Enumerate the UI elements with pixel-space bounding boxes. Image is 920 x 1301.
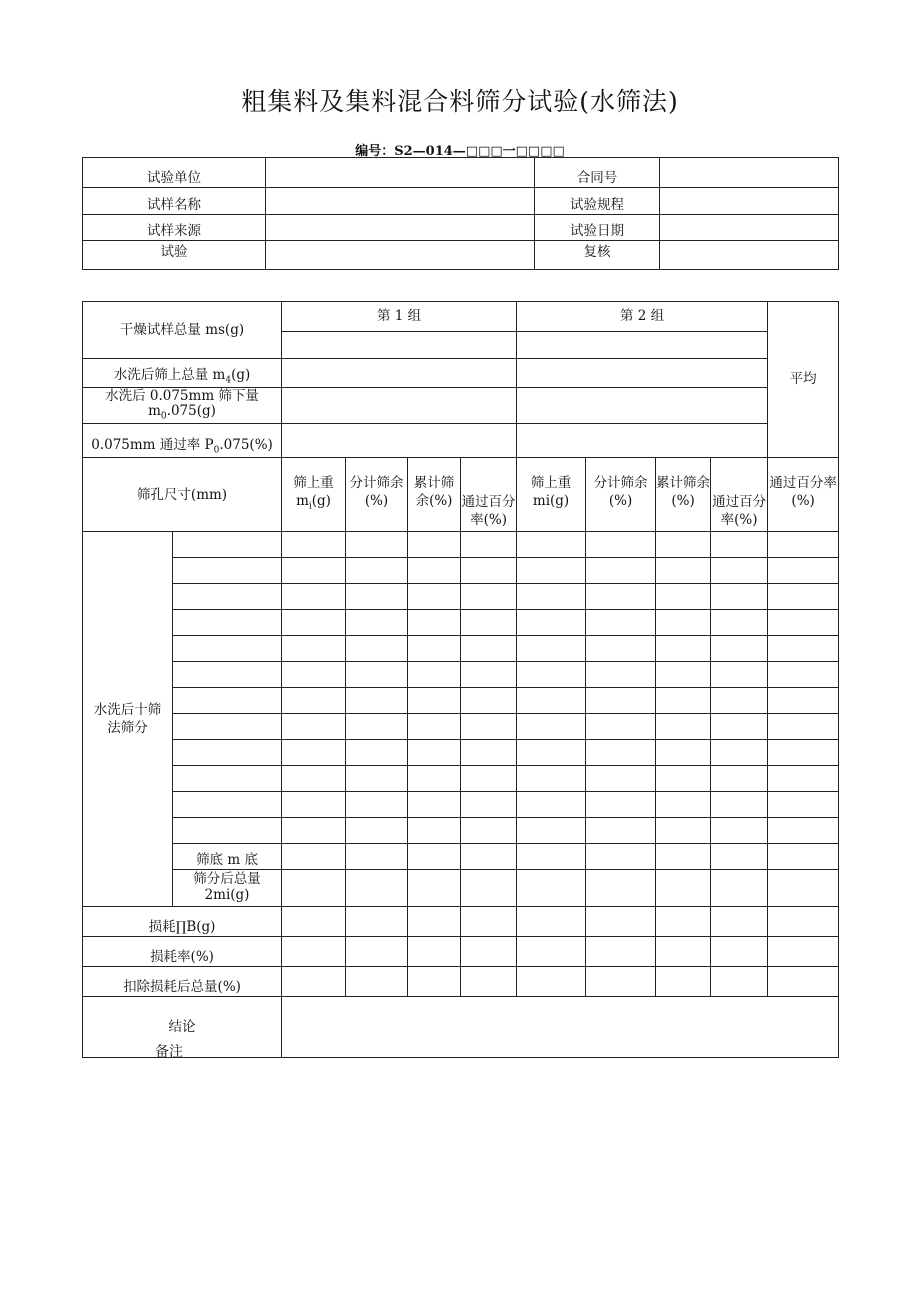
data-cell[interactable] xyxy=(586,662,656,688)
data-cell[interactable] xyxy=(408,714,461,740)
label-wash-below xyxy=(83,388,282,424)
data-cell[interactable] xyxy=(408,688,461,714)
data-cell[interactable] xyxy=(656,937,711,967)
data-cell[interactable] xyxy=(346,558,408,584)
data-cell[interactable] xyxy=(517,766,586,792)
data-cell[interactable] xyxy=(656,688,711,714)
data-cell[interactable] xyxy=(711,870,768,907)
data-cell[interactable] xyxy=(408,636,461,662)
data-cell[interactable] xyxy=(408,766,461,792)
label-sample-source: 试样来源 xyxy=(83,215,266,241)
data-cell[interactable] xyxy=(282,636,346,662)
document-title: 粗集料及集料混合料筛分试验(水筛法) xyxy=(241,87,679,116)
data-cell[interactable] xyxy=(346,907,408,937)
data-cell[interactable] xyxy=(408,818,461,844)
data-cell[interactable] xyxy=(517,688,586,714)
data-cell[interactable] xyxy=(346,688,408,714)
data-cell[interactable] xyxy=(408,937,461,967)
data-cell[interactable] xyxy=(346,714,408,740)
data-cell[interactable] xyxy=(461,636,517,662)
data-cell[interactable] xyxy=(768,558,839,584)
data-cell[interactable] xyxy=(711,967,768,997)
data-cell[interactable] xyxy=(346,662,408,688)
data-cell[interactable] xyxy=(656,636,711,662)
sieve-size-cell[interactable] xyxy=(173,714,282,740)
label-dry-total: 干燥试样总量 ms(g) xyxy=(83,302,282,359)
label-total-after-loss: 扣除损耗后总量(%) xyxy=(83,967,282,997)
data-cell[interactable] xyxy=(711,610,768,636)
g2-header-partial-retained: 分计筛余(%) xyxy=(586,458,656,532)
data-cell[interactable] xyxy=(282,907,346,937)
label-loss-rate: 损耗率(%) xyxy=(83,937,282,967)
data-cell[interactable] xyxy=(517,907,586,937)
data-cell[interactable] xyxy=(517,937,586,967)
data-cell[interactable] xyxy=(656,584,711,610)
data-cell[interactable] xyxy=(711,907,768,937)
label-test-date: 试验日期 xyxy=(535,215,660,241)
g2-wash-below[interactable] xyxy=(517,388,768,424)
data-cell[interactable] xyxy=(517,636,586,662)
sieve-size-cell[interactable] xyxy=(173,792,282,818)
data-cell[interactable] xyxy=(517,818,586,844)
g2-header-passing: 通过百分率(%) xyxy=(711,458,768,532)
data-cell[interactable] xyxy=(346,870,408,907)
data-cell[interactable] xyxy=(461,610,517,636)
g2-header-cumulative-retained: 累计筛余(%) xyxy=(656,458,711,532)
data-cell[interactable] xyxy=(768,714,839,740)
g1-header-partial-retained: 分计筛余(%) xyxy=(346,458,408,532)
label-pass-rate: 0.075mm 通过率 $P_0.075(\%)$ xyxy=(83,424,282,458)
data-cell[interactable] xyxy=(346,818,408,844)
label-sample-name: 试样名称 xyxy=(83,188,266,215)
data-cell[interactable] xyxy=(517,740,586,766)
data-cell[interactable] xyxy=(768,844,839,870)
data-cell[interactable] xyxy=(461,714,517,740)
data-cell[interactable] xyxy=(461,967,517,997)
value-test-date[interactable] xyxy=(660,215,839,241)
data-cell[interactable] xyxy=(768,610,839,636)
data-cell[interactable] xyxy=(517,967,586,997)
data-cell[interactable] xyxy=(408,907,461,937)
data-cell[interactable] xyxy=(346,740,408,766)
data-cell[interactable] xyxy=(461,688,517,714)
wash-below-line2: $m_0.075(g)$ xyxy=(148,403,216,422)
g1-wash-above[interactable] xyxy=(282,359,517,388)
sieve-size-cell[interactable] xyxy=(173,584,282,610)
sieve-size-cell[interactable] xyxy=(173,688,282,714)
data-cell[interactable] xyxy=(282,688,346,714)
data-cell[interactable] xyxy=(656,740,711,766)
data-cell[interactable] xyxy=(346,792,408,818)
data-cell[interactable] xyxy=(346,937,408,967)
data-cell[interactable] xyxy=(517,532,586,558)
data-cell[interactable] xyxy=(282,584,346,610)
data-cell[interactable] xyxy=(768,870,839,907)
data-cell[interactable] xyxy=(656,967,711,997)
data-cell[interactable] xyxy=(768,937,839,967)
data-cell[interactable] xyxy=(517,662,586,688)
remark-label: 备注 xyxy=(155,1044,183,1060)
document-code: 编号：S2—014—□□□一□□□□ xyxy=(355,144,565,159)
data-cell[interactable] xyxy=(282,967,346,997)
data-cell[interactable] xyxy=(586,636,656,662)
label-loss: 损耗∏B(g) xyxy=(83,907,282,937)
value-contract-no[interactable] xyxy=(660,158,839,188)
label-test-standard: 试验规程 xyxy=(535,188,660,215)
data-cell[interactable] xyxy=(461,844,517,870)
sieve-size-cell[interactable] xyxy=(173,662,282,688)
data-cell[interactable] xyxy=(711,937,768,967)
data-cell[interactable] xyxy=(656,714,711,740)
data-cell[interactable] xyxy=(586,766,656,792)
data-cell[interactable] xyxy=(711,662,768,688)
data-cell[interactable] xyxy=(656,662,711,688)
data-cell[interactable] xyxy=(282,766,346,792)
data-cell[interactable] xyxy=(346,584,408,610)
data-cell[interactable] xyxy=(408,967,461,997)
data-cell[interactable] xyxy=(282,558,346,584)
data-cell[interactable] xyxy=(282,870,346,907)
data-cell[interactable] xyxy=(517,870,586,907)
sieve-size-cell[interactable] xyxy=(173,818,282,844)
header-group2: 第 2 组 xyxy=(517,302,768,332)
data-cell[interactable] xyxy=(586,532,656,558)
data-cell[interactable] xyxy=(768,636,839,662)
data-cell[interactable] xyxy=(517,714,586,740)
data-cell[interactable] xyxy=(346,532,408,558)
data-cell[interactable] xyxy=(586,558,656,584)
g1-pass-rate[interactable] xyxy=(282,424,517,458)
data-cell[interactable] xyxy=(282,714,346,740)
data-cell[interactable] xyxy=(768,740,839,766)
data-cell[interactable] xyxy=(768,792,839,818)
data-cell[interactable] xyxy=(517,558,586,584)
data-cell[interactable] xyxy=(461,584,517,610)
g2-header-retained-mass: 筛上重 mi(g) xyxy=(517,458,586,532)
g1-header-cumulative-retained: 累计筛余(%) xyxy=(408,458,461,532)
data-cell[interactable] xyxy=(656,610,711,636)
data-cell[interactable] xyxy=(346,636,408,662)
data-cell[interactable] xyxy=(408,558,461,584)
data-cell[interactable] xyxy=(346,844,408,870)
sieve-size-cell[interactable] xyxy=(173,636,282,662)
data-cell[interactable] xyxy=(656,907,711,937)
data-cell[interactable] xyxy=(711,740,768,766)
label-contract-no: 合同号 xyxy=(535,158,660,188)
data-cell[interactable] xyxy=(408,610,461,636)
data-cell[interactable] xyxy=(408,870,461,907)
data-cell[interactable] xyxy=(282,937,346,967)
data-cell[interactable] xyxy=(461,937,517,967)
header-average: 平均 xyxy=(768,302,839,458)
data-cell[interactable] xyxy=(711,792,768,818)
data-cell[interactable] xyxy=(586,688,656,714)
data-cell[interactable] xyxy=(346,766,408,792)
data-cell[interactable] xyxy=(408,532,461,558)
data-cell[interactable] xyxy=(282,740,346,766)
data-cell[interactable] xyxy=(656,558,711,584)
header-group1: 第 1 组 xyxy=(282,302,517,332)
data-cell[interactable] xyxy=(461,818,517,844)
data-cell[interactable] xyxy=(408,584,461,610)
data-cell[interactable] xyxy=(656,844,711,870)
data-cell[interactable] xyxy=(408,740,461,766)
data-cell[interactable] xyxy=(586,967,656,997)
data-cell[interactable] xyxy=(461,740,517,766)
g1-header-passing: 通过百分率(%) xyxy=(461,458,517,532)
data-cell[interactable] xyxy=(461,792,517,818)
data-cell[interactable] xyxy=(768,532,839,558)
label-conclusion: 结论 xyxy=(83,997,282,1058)
data-cell[interactable] xyxy=(586,584,656,610)
data-cell[interactable] xyxy=(408,844,461,870)
label-wash-above: 水洗后筛上总量 $m_4(g)$ xyxy=(83,359,282,388)
data-cell[interactable] xyxy=(282,610,346,636)
g1-wash-below[interactable] xyxy=(282,388,517,424)
sieve-size-cell[interactable] xyxy=(173,766,282,792)
value-reviewer[interactable] xyxy=(660,241,839,270)
data-cell[interactable] xyxy=(461,766,517,792)
data-cell[interactable] xyxy=(656,766,711,792)
value-tester[interactable] xyxy=(266,241,535,270)
sieve-test-table xyxy=(82,301,839,1058)
data-cell[interactable] xyxy=(586,907,656,937)
label-reviewer: 复核 xyxy=(535,241,660,270)
data-cell[interactable] xyxy=(768,688,839,714)
data-cell[interactable] xyxy=(586,937,656,967)
data-cell[interactable] xyxy=(768,584,839,610)
g2-dry-total[interactable] xyxy=(517,332,768,359)
data-cell[interactable] xyxy=(711,636,768,662)
value-conclusion[interactable] xyxy=(282,997,839,1058)
value-sample-name[interactable] xyxy=(266,188,535,215)
data-cell[interactable] xyxy=(711,766,768,792)
data-cell[interactable] xyxy=(461,532,517,558)
data-cell[interactable] xyxy=(282,662,346,688)
data-cell[interactable] xyxy=(282,818,346,844)
data-cell[interactable] xyxy=(282,844,346,870)
data-cell[interactable] xyxy=(768,818,839,844)
data-cell[interactable] xyxy=(586,792,656,818)
g2-wash-above[interactable] xyxy=(517,359,768,388)
data-cell[interactable] xyxy=(768,907,839,937)
g1-dry-total[interactable] xyxy=(282,332,517,359)
data-cell[interactable] xyxy=(711,714,768,740)
data-cell[interactable] xyxy=(346,967,408,997)
data-cell[interactable] xyxy=(656,532,711,558)
data-cell[interactable] xyxy=(282,532,346,558)
value-test-unit[interactable] xyxy=(266,158,535,188)
sieve-size-cell[interactable] xyxy=(173,532,282,558)
data-cell[interactable] xyxy=(586,610,656,636)
data-cell[interactable] xyxy=(586,844,656,870)
value-sample-source[interactable] xyxy=(266,215,535,241)
data-cell[interactable] xyxy=(711,818,768,844)
data-cell[interactable] xyxy=(408,662,461,688)
data-cell[interactable] xyxy=(517,844,586,870)
label-tester: 试验 xyxy=(83,241,266,270)
data-cell[interactable] xyxy=(656,792,711,818)
data-cell[interactable] xyxy=(346,610,408,636)
data-cell[interactable] xyxy=(517,610,586,636)
data-cell[interactable] xyxy=(586,818,656,844)
label-pan: 筛底 m 底 xyxy=(173,844,282,870)
data-cell[interactable] xyxy=(711,844,768,870)
data-cell[interactable] xyxy=(282,792,346,818)
data-cell[interactable] xyxy=(768,967,839,997)
data-cell[interactable] xyxy=(711,584,768,610)
data-cell[interactable] xyxy=(711,532,768,558)
data-cell[interactable] xyxy=(711,558,768,584)
label-sieved-total: 筛分后总量 2mi(g) xyxy=(173,870,282,907)
data-cell[interactable] xyxy=(586,740,656,766)
data-cell[interactable] xyxy=(586,870,656,907)
sieve-size-cell[interactable] xyxy=(173,740,282,766)
sieve-size-cell[interactable] xyxy=(173,558,282,584)
label-wash-dry-sieve: 水洗后十筛法筛分 xyxy=(83,532,173,907)
g1-header-retained-mass: 筛上重 $m_i(g)$ xyxy=(282,458,346,532)
data-cell[interactable] xyxy=(517,584,586,610)
label-test-unit: 试验单位 xyxy=(83,158,266,188)
sieve-size-cell[interactable] xyxy=(173,610,282,636)
data-cell[interactable] xyxy=(656,870,711,907)
g2-pass-rate[interactable] xyxy=(517,424,768,458)
value-test-standard[interactable] xyxy=(660,188,839,215)
data-cell[interactable] xyxy=(586,714,656,740)
avg-header-passing: 通过百分率(%) xyxy=(768,458,839,532)
data-cell[interactable] xyxy=(461,907,517,937)
data-cell[interactable] xyxy=(461,662,517,688)
data-cell[interactable] xyxy=(656,818,711,844)
data-cell[interactable] xyxy=(517,792,586,818)
data-cell[interactable] xyxy=(711,688,768,714)
header-info-table xyxy=(82,157,839,270)
data-cell[interactable] xyxy=(408,792,461,818)
wash-below-line1: 水洗后 0.075mm 筛下量 xyxy=(105,387,259,404)
data-cell[interactable] xyxy=(461,558,517,584)
data-cell[interactable] xyxy=(768,662,839,688)
data-cell[interactable] xyxy=(768,766,839,792)
data-cell[interactable] xyxy=(461,870,517,907)
header-sieve-size: 筛孔尺寸(mm) xyxy=(83,458,282,532)
